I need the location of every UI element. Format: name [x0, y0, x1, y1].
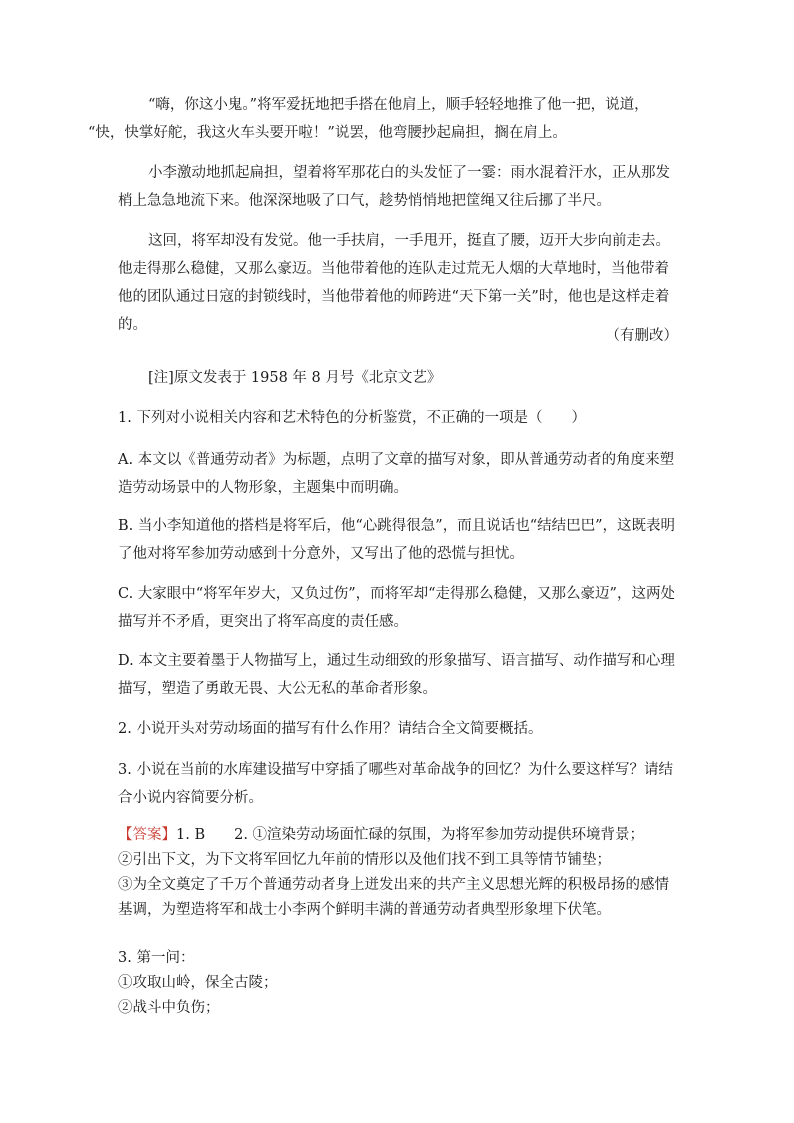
question-1-option-c: C. 大家眼中“将军年岁大，又负过伤”，而将军却“走得那么稳健，又那么豪迈”，这两处描写并不矛盾，更突出了将军高度的责任感。	[118, 586, 675, 630]
answer-q3-head: 3. 第一问：	[118, 950, 195, 966]
question-1-stem: 1. 下列对小说相关内容和艺术特色的分析鉴赏，不正确的一项是（ ）	[118, 410, 586, 426]
source-note: [注]原文发表于 1958 年 8 月号《北京文艺》	[148, 370, 442, 386]
answer-q3-item-1: ①攻取山岭，保全古陵；	[118, 975, 278, 991]
question-2: 2. 小说开头对劳动场面的描写有什么作用？请结合全文简要概括。	[118, 721, 543, 737]
question-1-option-a: A. 本文以《普通劳动者》为标题，点明了文章的描写对象，即从普通劳动者的角度来塑造劳动场景中的人物形象，主题集中而明确。	[118, 452, 675, 496]
answer-q3-block	[118, 946, 678, 1021]
answer-line-3: ③为全文奠定了千万个普通劳动者身上迸发出来的共产主义思想光辉的积极昂扬的感情基调，为塑造将军和战士小李两个鲜明丰满的普通劳动者典型形象埋下伏笔。	[118, 877, 669, 918]
answer-block	[118, 823, 678, 923]
question-3: 3. 小说在当前的水库建设描写中穿插了哪些对革命战争的回忆？为什么要这样写？请结合小说内容简要分析。	[118, 762, 673, 806]
question-1-option-b: B. 当小李知道他的搭档是将军后，他“心跳得很急”，而且说话也“结结巴巴”，这既表明了他对将军参加劳动感到十分意外，又写出了他的恐慌与担忧。	[118, 518, 676, 562]
story-paragraph-3: 这回，将军却没有发觉。他一手扶肩，一手甩开，挺直了腰，迈开大步向前走去。他走得那么稳健，又那么豪迈。当他带着他的连队走过荒无人烟的大草地时，当他带着他的团队通过日寇的封锁线时，当他带着他的师跨进“天下第一关”时，他也是这样走着的。	[118, 233, 670, 333]
story-paragraph-1-line-2: “快，快掌好舵，我这火车头要开啦！”说罢，他弯腰抄起扁担，搁在肩上。	[88, 125, 567, 141]
answer-line-2: ②引出下文，为下文将军回忆九年前的情形以及他们找不到工具等情节铺垫；	[118, 852, 611, 868]
story-paragraph-1-line-1: “嗨，你这小鬼。”将军爱抚地把手搭在他肩上，顺手轻轻地推了他一把，说道，	[148, 97, 649, 113]
question-1-option-d: D. 本文主要着墨于人物描写上，通过生动细致的形象描写、语言描写、动作描写和心理描写，塑造了勇敢无畏、大公无私的革命者形象。	[118, 653, 675, 697]
answer-line-1: 1. B 2. ①渲染劳动场面忙碌的氛围，为将军参加劳动提供环境背景；	[176, 827, 645, 843]
revised-note: （有删改）	[605, 328, 678, 344]
story-paragraph-2: 小李激动地抓起扁担，望着将军那花白的头发怔了一霎：雨水混着汗水，正从那发梢上急急地流下来。他深深地吸了口气，趁势悄悄地把筐绳又往后挪了半尺。	[118, 165, 670, 209]
story-paragraph-1	[88, 91, 678, 147]
answer-q3-item-2: ②战斗中负伤；	[118, 1000, 220, 1016]
answer-label: 【答案】	[118, 827, 176, 843]
